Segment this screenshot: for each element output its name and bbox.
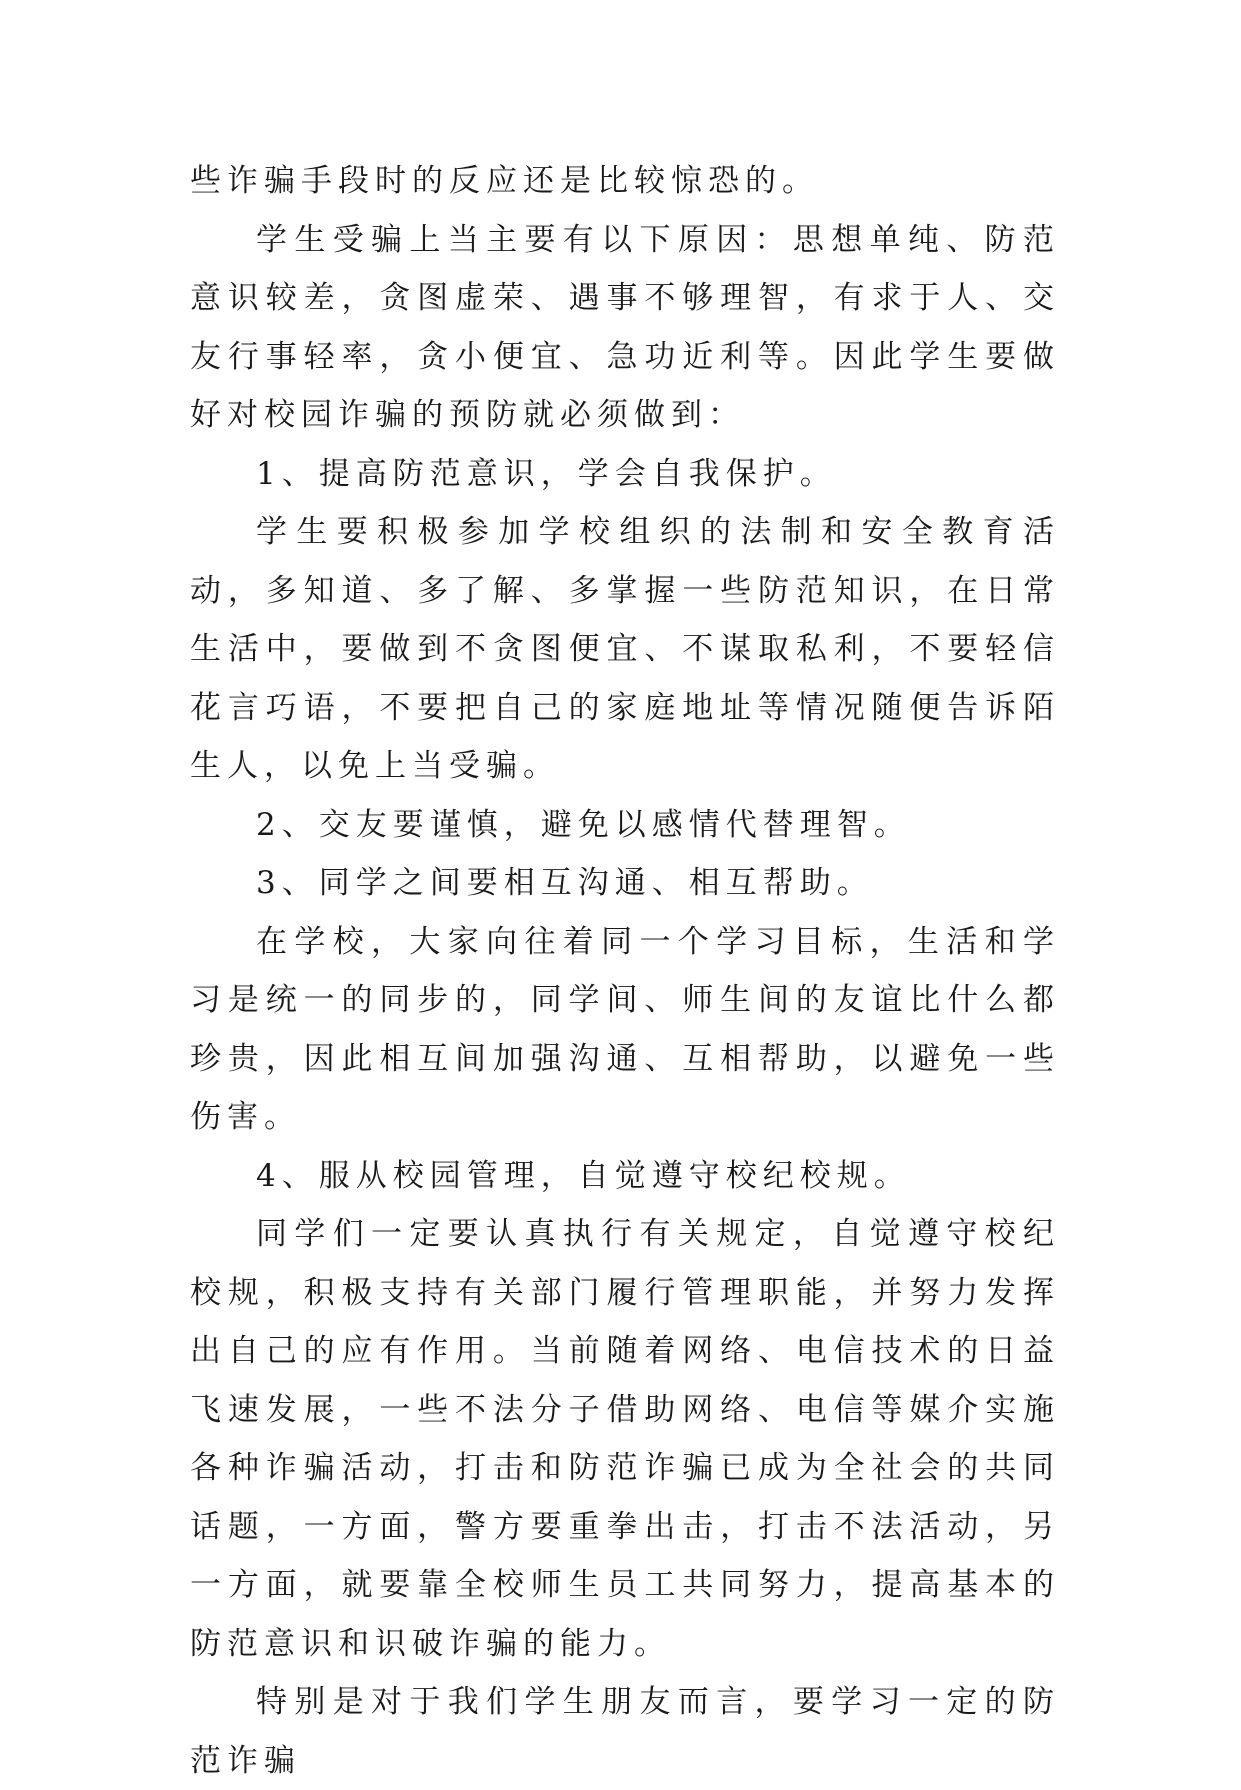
- document-body: [190, 152, 1060, 1790]
- paragraph-closing: 特别是对于我们学生朋友而言，要学习一定的防范诈骗: [190, 1684, 1060, 1779]
- list-item-4-heading: 4、服从校园管理，自觉遵守校纪校规。: [256, 1157, 911, 1194]
- paragraph-item-3-detail: 在学校，大家向往着同一个学习目标，生活和学习是统一的同步的，同学间、师生间的友谊比什么都珍贵，因此相互间加强沟通、互相帮助，以避免一些伤害。: [190, 923, 1060, 1135]
- paragraph-continuation: 些诈骗手段时的反应还是比较惊恐的。: [190, 163, 819, 199]
- paragraph-item-4-detail: 同学们一定要认真执行有关规定，自觉遵守校纪校规，积极支持有关部门履行管理职能，并努力发挥出自己的应有作用。当前随着网络、电信技术的日益飞速发展，一些不法分子借助网络、电信等媒介实施各种诈骗活动，打击和防范诈骗已成为全社会的共同话题，一方面，警方要重拳出击，打击不法活动，另一方面，就要靠全校师生员工共同努力，提高基本的防范意识和识破诈骗的能力。: [190, 1216, 1060, 1662]
- list-item-2-heading: 2、交友要谨慎，避免以感情代替理智。: [256, 806, 911, 843]
- paragraph-item-1-detail: 学生要积极参加学校组织的法制和安全教育活动，多知道、多了解、多掌握一些防范知识，在日常生活中，要做到不贪图便宜、不谋取私利，不要轻信花言巧语，不要把自己的家庭地址等情况随便告诉陌生人，以免上当受骗。: [190, 514, 1060, 784]
- paragraph-causes: 学生受骗上当主要有以下原因：思想单纯、防范意识较差，贪图虚荣、遇事不够理智，有求于人、交友行事轻率，贪小便宜、急功近利等。因此学生要做好对校园诈骗的预防就必须做到：: [190, 221, 1060, 433]
- list-item-1-heading: 1、提高防范意识，学会自我保护。: [256, 455, 837, 492]
- list-item-3-heading: 3、同学之间要相互沟通、相互帮助。: [256, 865, 874, 901]
